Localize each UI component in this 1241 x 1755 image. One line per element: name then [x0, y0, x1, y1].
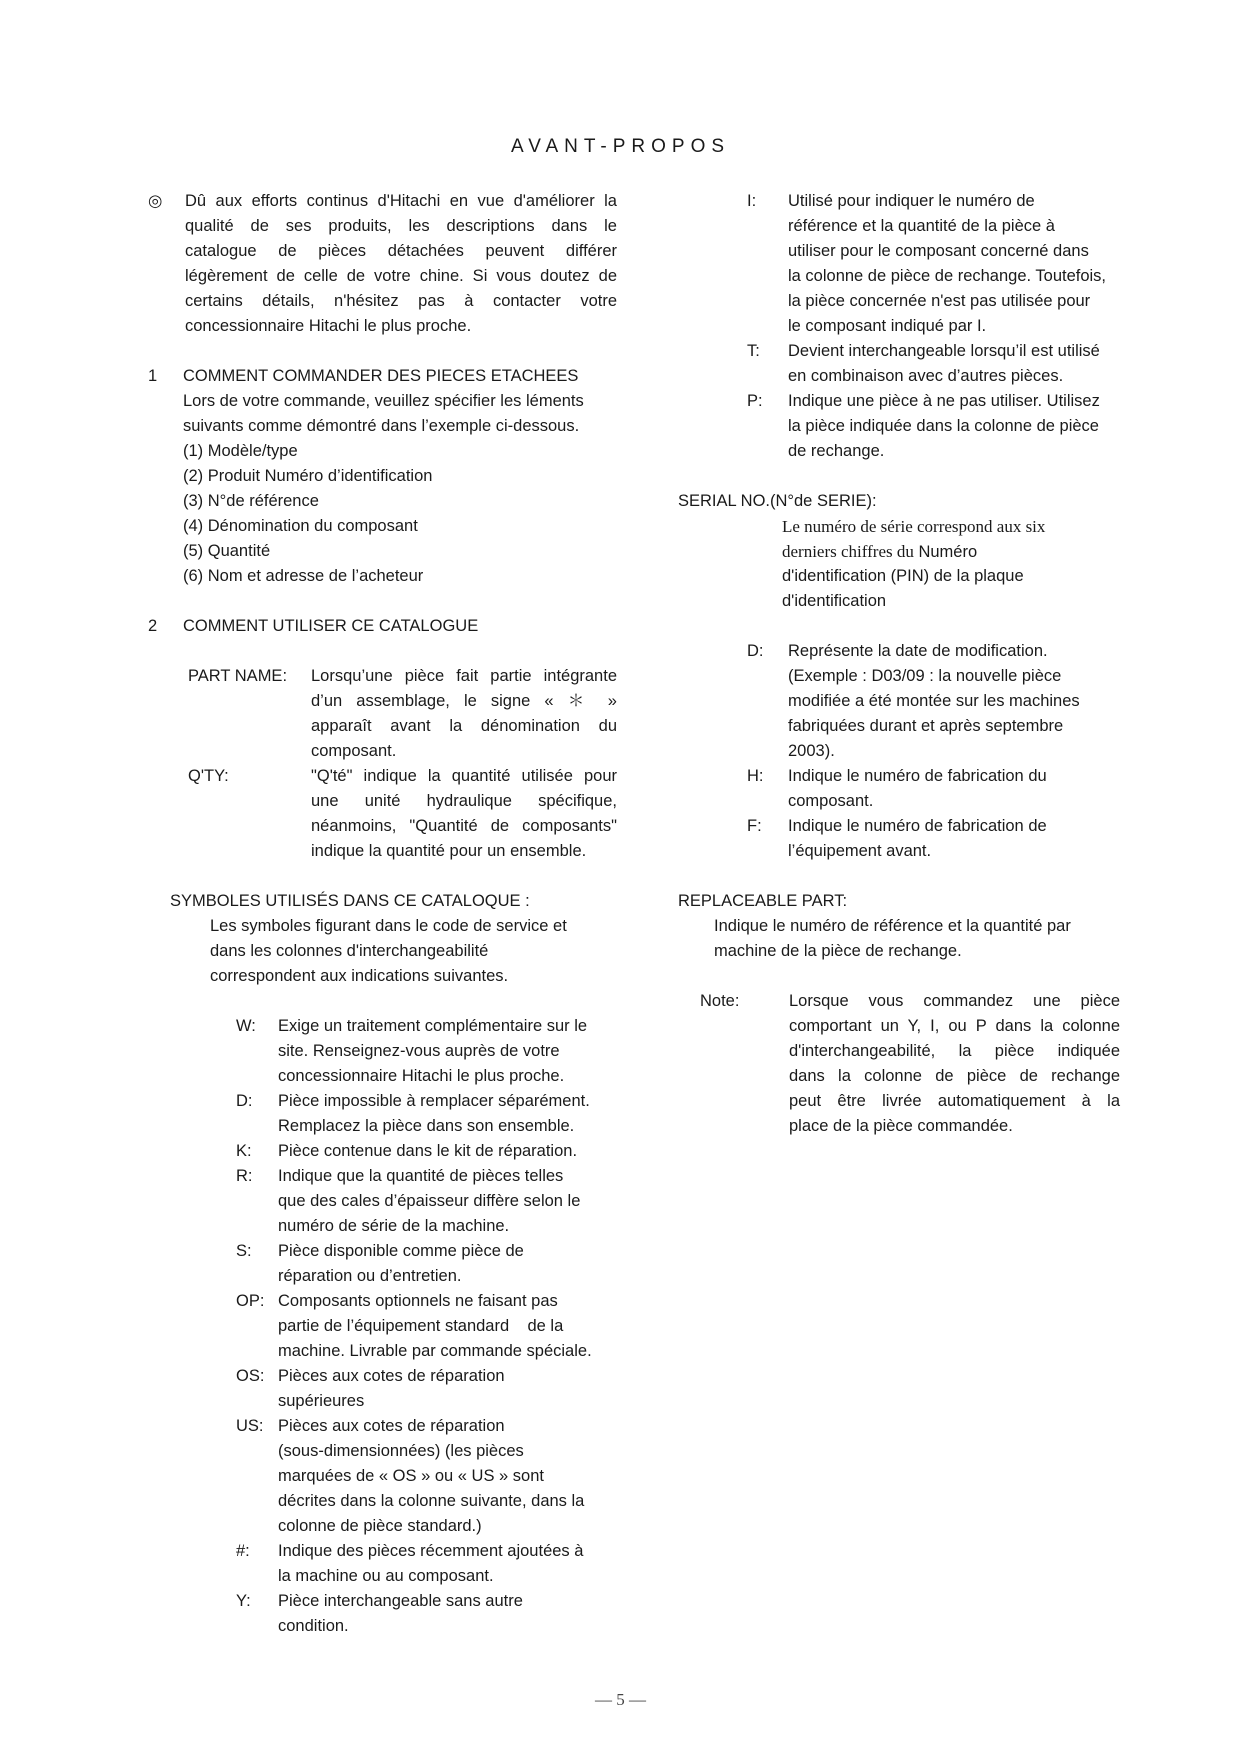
- symbol-code: T:: [747, 342, 760, 360]
- symbol-text: 2003).: [788, 742, 835, 760]
- intro-line: catalogue de pièces détachées peuvent différer: [185, 242, 617, 260]
- serial-text-line: [782, 539, 977, 565]
- section-number: 1: [148, 367, 158, 385]
- symbol-text: colonne de pièce standard.): [278, 1517, 482, 1535]
- symbol-text: la machine ou au composant.: [278, 1567, 494, 1585]
- serial-text: d'identification (PIN) de la plaque: [782, 567, 1024, 585]
- symbol-text: Pièce contenue dans le kit de réparation.: [278, 1142, 578, 1160]
- part-name-text: d’un assemblage, le signe « ＊ »: [311, 692, 617, 710]
- symbol-text: le composant indiqué par I.: [788, 317, 987, 335]
- symbol-code: W:: [236, 1017, 256, 1035]
- order-item: (2) Produit Numéro d’identification: [183, 467, 433, 485]
- qty-text: indique la quantité pour un ensemble.: [311, 842, 587, 860]
- order-item: (6) Nom et adresse de l’acheteur: [183, 567, 424, 585]
- symbol-code: OP:: [236, 1292, 265, 1310]
- symbol-text: supérieures: [278, 1392, 365, 1410]
- symbol-text: la pièce concernée n'est pas utilisée pour: [788, 292, 1091, 310]
- serial-text: Le numéro de série correspond aux six: [782, 517, 1046, 536]
- symbol-text: Pièce impossible à remplacer séparément.: [278, 1092, 590, 1110]
- symbol-code: P:: [747, 392, 763, 410]
- symbol-text: décrites dans la colonne suivante, dans la: [278, 1492, 585, 1510]
- symbol-text: modifiée a été montée sur les machines: [788, 692, 1080, 710]
- symbol-text: Utilisé pour indiquer le numéro de: [788, 192, 1035, 210]
- symbol-text: numéro de série de la machine.: [278, 1217, 510, 1235]
- symbol-text: Indique des pièces récemment ajoutées à: [278, 1542, 584, 1560]
- qty-text: une unité hydraulique spécifique,: [311, 792, 617, 810]
- part-name-text: Lorsqu’une pièce fait partie intégrante: [311, 667, 617, 685]
- serial-heading: SERIAL NO.(N°de SERIE):: [678, 492, 877, 510]
- order-item: (5) Quantité: [183, 542, 271, 560]
- symbol-code: R:: [236, 1167, 253, 1185]
- symbol-code: D:: [747, 642, 764, 660]
- symbol-text: la colonne de pièce de rechange. Toutefois,: [788, 267, 1107, 285]
- symbol-text: référence et la quantité de la pièce à: [788, 217, 1055, 235]
- symbol-text: Indique que la quantité de pièces telles: [278, 1167, 564, 1185]
- intro-line: légèrement de celle de votre chine. Si vous doutez de: [185, 267, 617, 285]
- note-text: d'interchangeabilité, la pièce indiquée: [789, 1042, 1120, 1060]
- intro-line: Dû aux efforts continus d'Hitachi en vue d'améliorer la: [185, 192, 617, 210]
- symbol-text: marquées de « OS » ou « US » sont: [278, 1467, 544, 1485]
- replaceable-heading: REPLACEABLE PART:: [678, 892, 848, 910]
- serial-text: derniers chiffres du: [782, 542, 914, 561]
- symbol-text: site. Renseignez-vous auprès de votre: [278, 1042, 560, 1060]
- section-heading: COMMENT UTILISER CE CATALOGUE: [183, 617, 479, 635]
- section-text: Lors de votre commande, veuillez spécifier les léments: [183, 392, 584, 410]
- replaceable-text: Indique le numéro de référence et la quantité par: [714, 917, 1071, 935]
- symbol-code: S:: [236, 1242, 252, 1260]
- symbol-code: #:: [236, 1542, 250, 1560]
- symbol-text: concessionnaire Hitachi le plus proche.: [278, 1067, 565, 1085]
- qty-text: néanmoins, "Quantité de composants": [311, 817, 617, 835]
- symbol-code: K:: [236, 1142, 252, 1160]
- symbol-text: machine. Livrable par commande spéciale.: [278, 1342, 592, 1360]
- symbols-intro: correspondent aux indications suivantes.: [210, 967, 509, 985]
- symbol-text: Représente la date de modification.: [788, 642, 1048, 660]
- qty-text: "Q'té" indique la quantité utilisée pour: [311, 767, 617, 785]
- note-text: Lorsque vous commandez une pièce: [789, 992, 1120, 1010]
- symbol-code: OS:: [236, 1367, 265, 1385]
- intro-line: certains détails, n'hésitez pas à contacter votre: [185, 292, 617, 310]
- symbol-text: (Exemple : D03/09 : la nouvelle pièce: [788, 667, 1062, 685]
- symbol-text: Indique une pièce à ne pas utiliser. Utilisez: [788, 392, 1100, 410]
- part-name-label: PART NAME:: [188, 667, 288, 685]
- section-number: 2: [148, 617, 158, 635]
- symbol-code: I:: [747, 192, 757, 210]
- symbols-intro: dans les colonnes d'interchangeabilité: [210, 942, 489, 960]
- page-number: — 5 —: [595, 1690, 646, 1709]
- symbol-text: en combinaison avec d’autres pièces.: [788, 367, 1064, 385]
- symbols-intro: Les symboles figurant dans le code de service et: [210, 917, 567, 935]
- symbol-code: H:: [747, 767, 764, 785]
- symbol-text: réparation ou d’entretien.: [278, 1267, 462, 1285]
- symbol-text: l’équipement avant.: [788, 842, 932, 860]
- symbol-text: la pièce indiquée dans la colonne de pièce: [788, 417, 1099, 435]
- intro-line: concessionnaire Hitachi le plus proche.: [185, 317, 472, 335]
- symbol-text: que des cales d’épaisseur diffère selon le: [278, 1192, 581, 1210]
- symbol-text: Indique le numéro de fabrication du: [788, 767, 1047, 785]
- symbol-code: Y:: [236, 1592, 251, 1610]
- symbol-text: (sous-dimensionnées) (les pièces: [278, 1442, 524, 1460]
- symbol-text: Indique le numéro de fabrication de: [788, 817, 1047, 835]
- serial-text: Numéro: [913, 543, 978, 561]
- order-item: (1) Modèle/type: [183, 442, 298, 460]
- symbol-text: partie de l’équipement standard de la: [278, 1317, 564, 1335]
- part-name-text: apparaît avant la dénomination du: [311, 717, 617, 735]
- symbol-text: Pièce interchangeable sans autre: [278, 1592, 523, 1610]
- section-text: suivants comme démontré dans l’exemple ci-dessous.: [183, 417, 580, 435]
- section-heading: COMMENT COMMANDER DES PIECES ETACHEES: [183, 367, 579, 385]
- symbol-text: Exige un traitement complémentaire sur le: [278, 1017, 588, 1035]
- symbol-code: US:: [236, 1417, 264, 1435]
- symbol-text: Composants optionnels ne faisant pas: [278, 1292, 558, 1310]
- symbol-text: Devient interchangeable lorsqu’il est utilisé: [788, 342, 1100, 360]
- qty-label: Q'TY:: [188, 767, 229, 785]
- note-text: peut être livrée automatiquement à la: [789, 1092, 1120, 1110]
- symbol-text: Remplacez la pièce dans son ensemble.: [278, 1117, 575, 1135]
- part-name-text: composant.: [311, 742, 397, 760]
- symbol-code: F:: [747, 817, 762, 835]
- replaceable-text: machine de la pièce de rechange.: [714, 942, 962, 960]
- order-item: (4) Dénomination du composant: [183, 517, 418, 535]
- page-title: AVANT-PROPOS: [510, 136, 731, 157]
- symbol-text: utiliser pour le composant concerné dans: [788, 242, 1089, 260]
- bullet-marker-icon: ◎: [148, 192, 163, 210]
- symbol-code: D:: [236, 1092, 253, 1110]
- intro-line: qualité de ses produits, les descriptions dans le: [185, 217, 617, 235]
- order-item: (3) N°de référence: [183, 492, 319, 510]
- note-text: comportant un Y, I, ou P dans la colonne: [789, 1017, 1120, 1035]
- note-text: dans la colonne de pièce de rechange: [789, 1067, 1120, 1085]
- symbol-text: Pièces aux cotes de réparation: [278, 1367, 505, 1385]
- symbol-text: composant.: [788, 792, 874, 810]
- symbol-text: Pièce disponible comme pièce de: [278, 1242, 524, 1260]
- symbol-text: Pièces aux cotes de réparation: [278, 1417, 505, 1435]
- symbol-text: de rechange.: [788, 442, 885, 460]
- note-text: place de la pièce commandée.: [789, 1117, 1013, 1135]
- note-label: Note:: [700, 992, 740, 1010]
- symbol-text: condition.: [278, 1617, 349, 1635]
- symbols-heading: SYMBOLES UTILISÉS DANS CE CATALOQUE :: [170, 892, 530, 910]
- serial-text: d'identification: [782, 592, 887, 610]
- symbol-text: fabriquées durant et après septembre: [788, 717, 1064, 735]
